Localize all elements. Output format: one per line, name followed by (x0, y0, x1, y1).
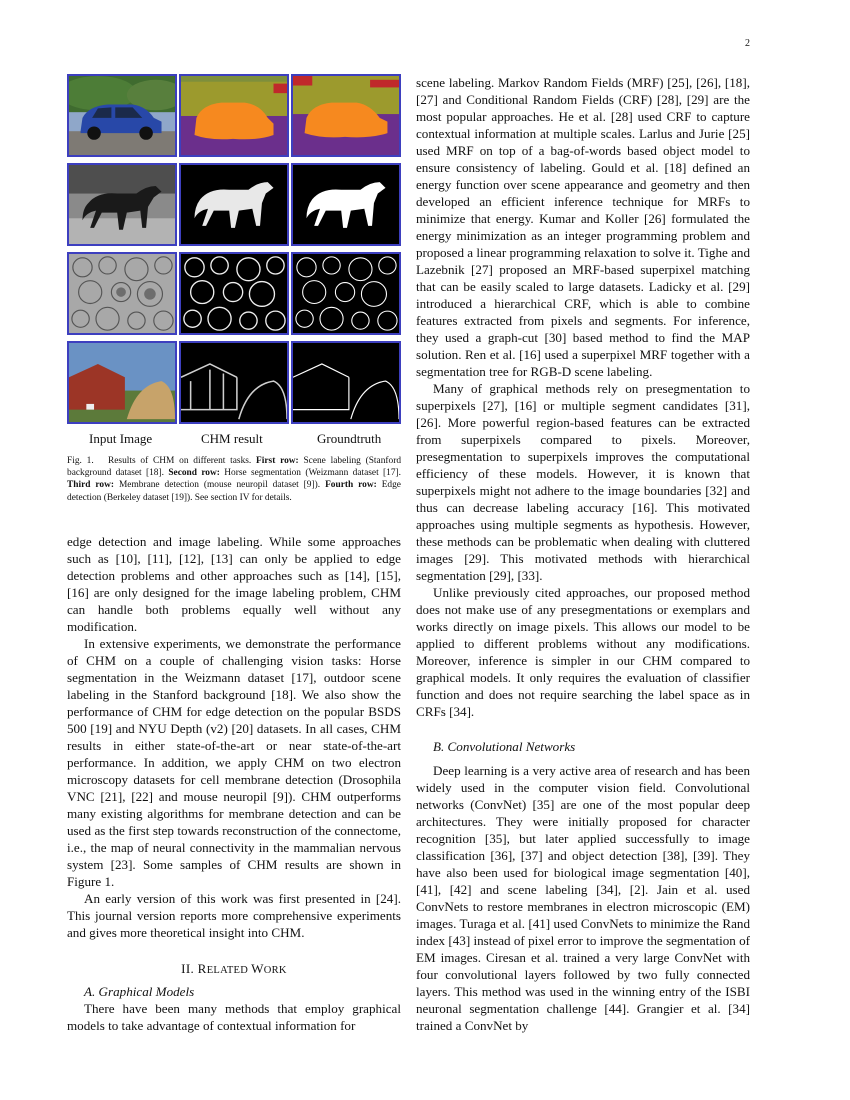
figure-image-horse-input (67, 163, 177, 246)
figure-image-horse-groundtruth (291, 163, 401, 246)
figure-label-groundtruth: Groundtruth (317, 431, 382, 446)
figure-1 (67, 74, 401, 429)
subsection-heading: B. Convolutional Networks (433, 739, 576, 754)
caption-run: Edge detection (Berkeley dataset [19]). See section IV for details. (67, 480, 401, 503)
figure-image-car-groundtruth (291, 74, 401, 157)
figure-image-barn-input (67, 341, 177, 424)
right-column (416, 74, 750, 1034)
figure-image-car-chm (179, 74, 289, 157)
paragraph: Many of graphical methods rely on presegmentation to superpixels [27], [16] or multiple segment candidates [31], [26]. More powerful region-based features can be extracted from superpixels compared to pixels. Moreover, presegmentation to superpixels improves the computational efficiency of these models. However, it is known that superpixels might not adhere to the image boundaries [32] and thus can decrease labeling accuracy [16]. This motivated approaches using multiple segments as hypothesis. However, these methods can be problematic when dealing with cluttered images [29]. This motivated methods with hierarchical segmentation [29], [33]. (416, 381, 750, 583)
subsection-heading: A. Graphical Models (84, 983, 195, 999)
caption-run-label: First row: (256, 456, 299, 466)
caption-run-label: Second row: (168, 468, 220, 479)
caption-run: Horse segmentation (Weizmann dataset [17]. (219, 468, 401, 479)
figure-caption (67, 455, 401, 504)
left-column (67, 74, 401, 1034)
left-body (67, 533, 401, 1034)
caption-run-label: Fourth row: (325, 480, 377, 491)
figure-image-barn-chm (179, 341, 289, 424)
paragraph: scene labeling. Markov Random Fields (MRF) [25], [26], [18], [27] and Conditional Random Fields (CRF) [28], [29] are the most popular approaches. He et al. [28] used CRF to capture contextual information at multiple scales. Larlus and Jurie [25] used MRF on top of a bag-of-words based object model to ensure consistency of labeling. Gould et al. [18] defined an energy function over scene appearance and geometry and then developed an efficient inference technique for MRFs to minimize that energy. Kumar and Koller [26] formulated the energy minimization as an integer programming problem and proposed a linear programming relaxation to solve it. Tighe and Lazebnik [27] proposed an MRF-based superpixel matching that can be easily scaled to large datasets. Ladicky et al. [29] introduced a hierarchical CRF, which is able to combine features extracted from pixels and segments. For inference, they used a graph-cut [30] based method to find the MAP solution. Ren et al. [16] used a superpixel MRF together with a segmentation tree for RGB-D scene labeling. (416, 75, 750, 379)
caption-label: Fig. 1. (67, 456, 94, 466)
page-number: 2 (745, 38, 750, 49)
paragraph: There have been many methods that employ graphical models to take advantage of contextual information for (67, 1000, 401, 1033)
caption-run: Results of CHM on different tasks. (108, 456, 257, 466)
figure-image-horse-chm (179, 163, 289, 246)
figure-label-input: Input Image (89, 431, 153, 446)
figure-image-car-input (67, 74, 177, 157)
figure-image-barn-groundtruth (291, 341, 401, 424)
paragraph: edge detection and image labeling. While some approaches such as [10], [11], [12], [13] can only be applied to edge detection problems and other approaches such as [14], [15], [16] are only designed for the image labeling problem, CHM can handle both problems equally well without any modification. (67, 533, 401, 634)
caption-run-label: Third row: (67, 480, 114, 491)
paragraph: Unlike previously cited approaches, our proposed method does not make use of any presegmentations or exemplars and works directly on image pixels. This allows our model to be applied to different problems without any modifications. Moreover, inference is simpler in our CHM compared to graphical models. It only requires the evaluation of classifier function and does not require searching the label space as in CRFs [34]. (416, 585, 750, 719)
caption-text (67, 456, 401, 503)
figure-image-membrane-groundtruth (291, 252, 401, 335)
paragraph: An early version of this work was first presented in [24]. This journal version reports more comprehensive experiments and gives more theoretical insight into CHM. (67, 890, 401, 940)
figure-image-membrane-chm (179, 252, 289, 335)
caption-run: Scene labeling (Stanford background dataset [18]. (67, 456, 402, 479)
caption-run: Membrane detection (mouse neuropil dataset [9]). (114, 480, 326, 491)
paragraph: Deep learning is a very active area of research and has been widely used in the computer vision field. Convolutional networks (ConvNet) [35] are one of the most popular deep architectures. They were initially proposed for character recognition [35], but later applied successfully to image classification [36], [37] and object detection [38], [39]. They have also been used for biological image segmentation [40], [41], [42] and scene labeling [34], [2]. Jain et al. used ConvNets to restore membranes in electron microscopic (EM) images. Turaga et al. [41] used ConvNets to minimize the Rand index [43] instead of pixel error to improve the segmentation of EM images. Ciresan et al. trained a very large ConvNet with four convolutional layers followed by two fully connected layers. This method was used in the winning entry of the ISBI neuronal segmentation challenge [44]. Grangier et al. [34] trained a ConvNet by (416, 763, 750, 1033)
paragraph: In extensive experiments, we demonstrate the performance of CHM on a couple of challenging vision tasks: Horse segmentation in the Weizmann dataset [17], outdoor scene labeling in the Stanford background [18]. We also show the performance of CHM for edge detection on the popular BSDS 500 [19] and NYU Depth (v2) [20] datasets. In all cases, CHM results in either state-of-the-art or near state-of-the-art performance. In addition, we apply CHM on two electron microscopy datasets for cell membrane detection (Drosophila VNC [21], [22] and mouse neuropil [9]). CHM outperforms many existing algorithms for membrane detection and can be used as the first step towards reconstruction of the connectome, i.e., the map of neural connectivity in the mammalian nervous system [23]. Some samples of CHM results are shown in Figure 1. (67, 635, 401, 889)
figure-column-labels (67, 429, 401, 449)
figure-label-chm: CHM result (201, 431, 263, 446)
figure-image-membrane-input (67, 252, 177, 335)
section-heading: II. RELATED WORK (181, 960, 287, 976)
